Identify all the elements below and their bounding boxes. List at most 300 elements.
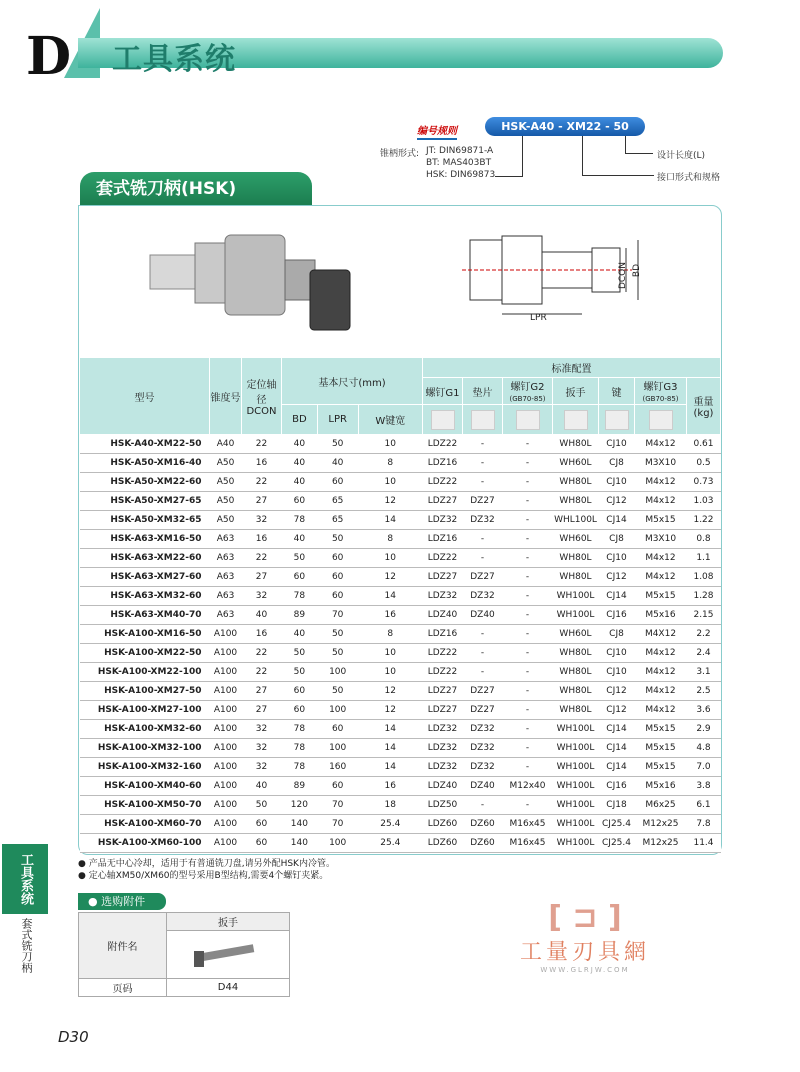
table-row [80,663,721,682]
table-cell: M3X10 [635,530,687,549]
table-cell: 65 [317,492,358,511]
table-row [80,644,721,663]
table-cell: CJ8 [599,454,635,473]
table-cell: 50 [282,549,318,568]
table-cell: 40 [282,435,318,454]
col-model: 型号 [80,358,210,435]
table-cell: 2.4 [687,644,721,663]
table-cell: M4x12 [635,682,687,701]
table-cell: 70 [317,815,358,834]
table-cell: 1.08 [687,568,721,587]
table-row [80,568,721,587]
table-cell: LDZ27 [423,568,463,587]
code-rule-pill: HSK-A40 - XM22 - 50 [485,117,645,136]
table-cell: 22 [242,473,282,492]
table-cell: WH100L [553,796,599,815]
col-g3: 螺钉G3 (GB70-85) [635,378,687,405]
table-cell: - [503,663,553,682]
table-cell: 32 [242,511,282,530]
table-cell: - [463,454,503,473]
table-cell: M4x12 [635,644,687,663]
table-cell: 2.5 [687,682,721,701]
table-cell: 7.0 [687,758,721,777]
model-cell: HSK-A50-XM22-60 [80,473,210,492]
table-cell: A100 [210,815,242,834]
table-cell: DZ32 [463,587,503,606]
table-cell: LDZ22 [423,473,463,492]
model-cell: HSK-A100-XM27-100 [80,701,210,720]
table-cell: - [463,644,503,663]
dcon-dimension: DCON [618,262,628,290]
table-cell: DZ40 [463,777,503,796]
table-cell: WH80L [553,682,599,701]
section-title: 套式铣刀柄(HSK) [80,172,312,206]
table-cell: A63 [210,606,242,625]
table-cell: DZ27 [463,701,503,720]
table-cell: - [503,739,553,758]
table-cell: M5x15 [635,739,687,758]
table-row [80,796,721,815]
table-cell: CJ12 [599,682,635,701]
table-cell: A50 [210,473,242,492]
table-cell: 100 [317,701,358,720]
screw-icon [635,405,687,435]
table-row [80,492,721,511]
table-cell: 32 [242,587,282,606]
table-cell: 78 [282,758,318,777]
acc-page-value: D44 [167,979,290,997]
table-row [80,473,721,492]
table-cell: 11.4 [687,834,721,853]
table-cell: 16 [242,454,282,473]
table-cell: 25.4 [358,815,422,834]
product-photo [140,215,370,345]
table-cell: WH100L [553,758,599,777]
table-cell: 12 [358,568,422,587]
table-row [80,777,721,796]
table-cell: M12x25 [635,815,687,834]
table-cell: - [503,701,553,720]
model-cell: HSK-A100-XM32-60 [80,720,210,739]
table-cell: DZ27 [463,568,503,587]
table-cell: 50 [242,796,282,815]
table-cell: LDZ32 [423,720,463,739]
table-cell: 100 [317,739,358,758]
wrench-icon [167,931,290,979]
side-tab: 工具系统 [2,844,48,914]
table-row [80,739,721,758]
table-cell: DZ32 [463,758,503,777]
table-cell: 40 [242,777,282,796]
col-bd: BD [282,405,318,435]
table-cell: 60 [317,777,358,796]
model-cell: HSK-A63-XM27-60 [80,568,210,587]
table-cell: A100 [210,739,242,758]
table-cell: CJ10 [599,435,635,454]
col-g2: 螺钉G2 (GB70-85) [503,378,553,405]
table-cell: 8 [358,530,422,549]
model-cell: HSK-A63-XM16-50 [80,530,210,549]
table-cell: - [503,720,553,739]
table-cell: WH60L [553,625,599,644]
taper-form-bt: BT: MAS403BT [426,158,492,168]
table-cell: 50 [317,644,358,663]
table-cell: 14 [358,720,422,739]
table-cell: 3.8 [687,777,721,796]
col-weight: 重量(kg) [687,378,721,435]
table-cell: CJ16 [599,606,635,625]
table-cell: A50 [210,454,242,473]
table-cell: LDZ40 [423,606,463,625]
table-cell: CJ14 [599,720,635,739]
table-cell: CJ10 [599,473,635,492]
page-title: 工具系统 [112,42,236,77]
model-cell: HSK-A63-XM40-70 [80,606,210,625]
table-cell: LDZ32 [423,739,463,758]
table-cell: 25.4 [358,834,422,853]
table-cell: - [503,758,553,777]
table-cell: 12 [358,701,422,720]
watermark-logo: [ ⊐ ] [548,900,622,935]
model-cell: HSK-A100-XM22-50 [80,644,210,663]
table-row [80,454,721,473]
taper-form-jt: JT: DIN69871-A [426,146,494,156]
note-item: ● 定心轴XM50/XM60的型号采用B型结构,需要4个螺钉夹紧。 [78,871,329,881]
table-cell: M5x15 [635,587,687,606]
table-cell: 60 [282,492,318,511]
col-dims: 基本尺寸(mm) [282,358,423,405]
table-cell: 27 [242,492,282,511]
table-cell: LDZ22 [423,663,463,682]
table-cell: WH100L [553,606,599,625]
table-cell: 10 [358,549,422,568]
table-cell: 16 [358,606,422,625]
table-cell: LDZ40 [423,777,463,796]
table-row [80,815,721,834]
table-cell: 2.2 [687,625,721,644]
table-cell: LDZ27 [423,682,463,701]
table-row [80,625,721,644]
rule-line [522,136,523,176]
table-cell: 3.6 [687,701,721,720]
table-cell: 78 [282,739,318,758]
table-cell: 60 [282,701,318,720]
table-cell: WH100L [553,815,599,834]
table-cell: 60 [282,568,318,587]
model-cell: HSK-A50-XM27-65 [80,492,210,511]
table-cell: 7.8 [687,815,721,834]
table-cell: 2.9 [687,720,721,739]
table-cell: A40 [210,435,242,454]
table-cell: LDZ50 [423,796,463,815]
rule-line [582,136,583,176]
acc-page-label: 页码 [79,979,167,997]
table-row [80,549,721,568]
taper-form-hsk: HSK: DIN69873 [426,170,496,180]
table-cell: A50 [210,492,242,511]
table-cell: M4x12 [635,701,687,720]
table-cell: 60 [317,587,358,606]
table-cell: 32 [242,739,282,758]
table-cell: CJ16 [599,777,635,796]
table-row [80,720,721,739]
table-row [80,435,721,454]
rule-line [582,175,654,176]
table-cell: CJ12 [599,701,635,720]
table-cell: 18 [358,796,422,815]
table-cell: LDZ60 [423,834,463,853]
section-letter: D [26,26,72,87]
table-cell: 14 [358,739,422,758]
table-cell: 22 [242,549,282,568]
table-row [80,834,721,853]
table-cell: LDZ16 [423,454,463,473]
table-row [80,606,721,625]
model-cell: HSK-A50-XM32-65 [80,511,210,530]
note-item: ● 产品无中心冷却，适用于有普通铣刀盘,请另外配HSK内冷管。 [78,859,335,869]
table-cell: LDZ27 [423,701,463,720]
code-rule-label: 编号规则 [417,122,457,140]
table-cell: CJ10 [599,549,635,568]
table-cell: A100 [210,682,242,701]
table-cell: 160 [317,758,358,777]
table-cell: 120 [282,796,318,815]
table-cell: A100 [210,758,242,777]
bd-dimension: BD [632,264,642,278]
table-cell: WHL100L [553,511,599,530]
table-row [80,587,721,606]
table-cell: - [503,796,553,815]
table-cell: 40 [282,625,318,644]
lpr-dimension: LPR [530,313,547,323]
col-standard: 标准配置 [423,358,721,378]
table-cell: 60 [282,682,318,701]
table-cell: 60 [242,815,282,834]
table-cell: DZ32 [463,511,503,530]
table-cell: 50 [282,663,318,682]
table-cell: 0.61 [687,435,721,454]
table-cell: M4x12 [635,473,687,492]
table-cell: 10 [358,644,422,663]
wrench-icon [553,405,599,435]
model-cell: HSK-A40-XM22-50 [80,435,210,454]
watermark [520,900,650,974]
table-cell: WH80L [553,568,599,587]
table-cell: 10 [358,435,422,454]
notes [78,858,335,882]
table-cell: 40 [282,473,318,492]
acc-name-label: 附件名 [79,913,167,979]
table-cell: 60 [242,834,282,853]
table-cell: LDZ27 [423,492,463,511]
table-cell: DZ27 [463,492,503,511]
table-cell: 3.1 [687,663,721,682]
table-cell: M12x25 [635,834,687,853]
table-cell: 40 [242,606,282,625]
col-lpr: LPR [317,405,358,435]
watermark-url: WWW.GLRJW.COM [540,966,630,974]
table-cell: - [463,663,503,682]
table-cell: 1.1 [687,549,721,568]
table-cell: A100 [210,720,242,739]
table-cell: M5x16 [635,606,687,625]
table-cell: LDZ16 [423,530,463,549]
table-cell: 140 [282,815,318,834]
rule-line [625,153,653,154]
table-cell: M12x40 [503,777,553,796]
table-cell: M4x12 [635,549,687,568]
table-cell: 12 [358,492,422,511]
table-cell: 140 [282,834,318,853]
table-cell: - [503,549,553,568]
model-cell: HSK-A100-XM32-100 [80,739,210,758]
table-cell: 50 [317,530,358,549]
table-cell: M6x25 [635,796,687,815]
col-key: 键 [599,378,635,405]
table-cell: M5x15 [635,511,687,530]
table-cell: 40 [282,530,318,549]
table-row [80,758,721,777]
table-cell: WH80L [553,663,599,682]
table-cell: 22 [242,644,282,663]
table-cell: LDZ22 [423,549,463,568]
table-cell: A50 [210,511,242,530]
table-cell: - [503,454,553,473]
table-cell: 100 [317,834,358,853]
table-cell: 27 [242,701,282,720]
table-cell: 4.8 [687,739,721,758]
table-cell: CJ25.4 [599,815,635,834]
table-cell: LDZ60 [423,815,463,834]
table-cell: M4x12 [635,492,687,511]
model-cell: HSK-A100-XM27-50 [80,682,210,701]
table-cell: M4x12 [635,435,687,454]
table-cell: WH60L [553,454,599,473]
table-cell: 16 [358,777,422,796]
table-cell: A100 [210,796,242,815]
table-cell: 60 [317,720,358,739]
table-cell: 14 [358,511,422,530]
table-cell: CJ10 [599,663,635,682]
table-cell: A100 [210,625,242,644]
table-cell: 50 [317,435,358,454]
table-cell: A100 [210,644,242,663]
table-cell: CJ14 [599,587,635,606]
table-cell: CJ10 [599,644,635,663]
table-cell: CJ8 [599,530,635,549]
table-cell: A63 [210,568,242,587]
table-cell: - [463,473,503,492]
table-cell: DZ40 [463,606,503,625]
table-cell: 22 [242,663,282,682]
table-cell: - [503,644,553,663]
table-row [80,682,721,701]
table-cell: 78 [282,587,318,606]
model-cell: HSK-A63-XM32-60 [80,587,210,606]
table-cell: M4x12 [635,568,687,587]
rule-line [625,136,626,154]
table-cell: 89 [282,606,318,625]
table-cell: M4X12 [635,625,687,644]
table-cell: A63 [210,549,242,568]
table-cell: LDZ32 [423,587,463,606]
table-cell: 78 [282,511,318,530]
table-cell: 8 [358,625,422,644]
table-cell: WH100L [553,587,599,606]
table-cell: DZ60 [463,834,503,853]
page-number: D30 [58,1028,89,1046]
model-cell: HSK-A100-XM60-100 [80,834,210,853]
table-cell: A100 [210,663,242,682]
table-cell: LDZ32 [423,511,463,530]
table-cell: 100 [317,663,358,682]
model-cell: HSK-A50-XM16-40 [80,454,210,473]
rule-line [495,176,523,177]
interface-label: 接口形式和规格 [657,173,721,183]
table-cell: CJ12 [599,492,635,511]
table-cell: M16x45 [503,834,553,853]
col-washer: 垫片 [463,378,503,405]
table-cell: CJ25.4 [599,834,635,853]
model-cell: HSK-A100-XM22-100 [80,663,210,682]
table-cell: 14 [358,587,422,606]
table-cell: - [503,625,553,644]
table-cell: M5x16 [635,777,687,796]
table-cell: A63 [210,530,242,549]
side-subtitle: 套式铣刀柄 [20,918,33,973]
spec-table [79,357,721,853]
table-cell: M16x45 [503,815,553,834]
table-cell: 27 [242,682,282,701]
table-cell: M5x15 [635,720,687,739]
table-cell: - [503,492,553,511]
table-cell: WH100L [553,739,599,758]
table-cell: 8 [358,454,422,473]
table-cell: 2.15 [687,606,721,625]
table-cell: 32 [242,720,282,739]
table-cell: A63 [210,587,242,606]
table-cell: DZ32 [463,739,503,758]
table-cell: 50 [282,644,318,663]
table-cell: - [503,473,553,492]
design-length-label: 设计长度(L) [657,151,706,161]
table-cell: 60 [317,549,358,568]
table-cell: - [503,568,553,587]
table-cell: LDZ32 [423,758,463,777]
table-cell: - [503,587,553,606]
table-cell: 27 [242,568,282,587]
table-cell: - [463,796,503,815]
table-cell: WH80L [553,492,599,511]
table-cell: CJ14 [599,758,635,777]
table-cell: A100 [210,777,242,796]
model-cell: HSK-A63-XM22-60 [80,549,210,568]
table-cell: 14 [358,758,422,777]
col-taper: 锥度号 [210,358,242,435]
table-cell: - [463,530,503,549]
key-icon [599,405,635,435]
screw-icon [423,405,463,435]
table-cell: - [503,511,553,530]
col-dcon: 定位轴径DCON [242,358,282,435]
table-cell: 0.5 [687,454,721,473]
table-cell: 50 [317,682,358,701]
table-cell: M3X10 [635,454,687,473]
model-cell: HSK-A100-XM32-160 [80,758,210,777]
table-cell: M5x15 [635,758,687,777]
table-cell: M4x12 [635,663,687,682]
table-cell: WH80L [553,644,599,663]
